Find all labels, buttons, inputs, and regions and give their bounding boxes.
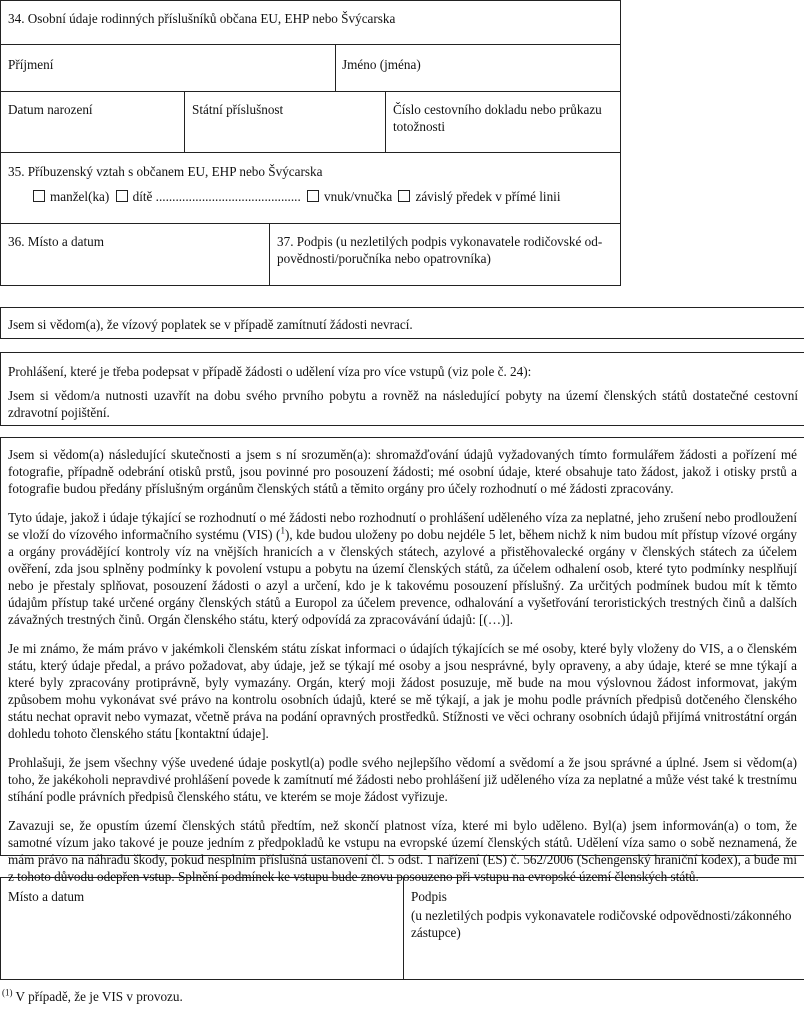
surname-field[interactable] [1,45,335,91]
fee-notice-box [0,307,804,339]
footnote [2,988,183,1005]
fee-notice-text: Jsem si vědom(a), že vízový poplatek se v případě zamítnutí žádosti nevrací. [8,317,413,332]
final-place-date-label: Místo a datum [8,889,85,904]
grandchild-checkbox[interactable] [307,190,319,202]
declaration-paragraph-1: Jsem si vědom(a) následující skutečnosti a jsem s ní srozuměn(a): shromažďování údajů vyžadovaných tímto formulářem žádosti a pořízení mé fotografie, případně odebrání otisků prstů, jsou povinné pro posouzení žádosti; mé osobní údaje, které obsahuje tato žádost, jakož i otisky prstů a fotografie budou předány příslušným orgánům členských států a těmito orgány pro účely rozhodnutí o mé žádosti zpracovány. [8,447,797,496]
child-option-label: dítě ............................................ [132,189,301,204]
final-signature-box [0,877,804,980]
id-document-label-line2: totožnosti [393,119,446,134]
frame-line-bottom [0,285,621,286]
footnote-mark-number: 1 [5,987,10,998]
birth-date-field[interactable] [1,92,184,152]
given-names-label: Jméno (jména) [342,57,421,72]
final-place-date-field[interactable] [1,878,403,980]
relationship-options [33,188,561,205]
field-35-title: 35. Příbuzenský vztah s občanem EU, EHP nebo Švýcarska [8,164,323,179]
given-names-field[interactable] [336,45,620,91]
child-checkbox[interactable] [116,190,128,202]
declaration-paragraph-2-part-b: ), kde budou uloženy po dobu nejdéle 5 let, během nichž k nim budou mít přístup vízové orgány a orgány provádějící kontroly víz na vnějších hranicích a v členských státech, azylové a přistěhovalecké orgány v členských státech za účelem ověření, zda jsou splněny podmínky k povolení vstupu a pobytu na území členských států, za účelem odhalení osob, které tyto podmínky nesplňují nebo je přestaly splňovat, posouzení žádosti o azyl a určení, kdo je k takovému posouzení příslušný. Za určitých podmínek budou mít k těmto údajům přístup také určené orgány členských států a Europol za účelem prevence, odhalování a vyšetřování teroristických trestných činů a dalších závažných trestných činů. Orgán členského státu, který odpovídá za zpracovávání údajů: [(…)]. [8,527,797,627]
nationality-label: Státní příslušnost [192,102,284,117]
surname-label: Příjmení [8,57,54,72]
declaration-paragraph-4: Prohlašuji, že jsem všechny výše uvedené údaje poskytl(a) podle svého nejlepšího vědomí a svědomí a že jsou správné a úplné. Jsem si vědom(a) toho, že jakékoholi nepravdivé prohlášení povede k zamítnutí mé žádosti nebo prohlášení již uděleného víza za neplatné a může vést také k trestnímu stíhání podle právních předpisů členského státu, ve kterém se moje žádost vyřizuje. [8,755,797,804]
dependent-ancestor-option-label: závislý předek v přímé linii [415,189,561,204]
id-document-label-line1: Číslo cestovního dokladu nebo průkazu [393,102,602,117]
signature-field-37[interactable] [270,224,620,285]
frame-line-right [620,0,621,286]
field-36-label: 36. Místo a datum [8,234,104,249]
spouse-option-label: manžel(ka) [50,189,110,204]
nationality-field[interactable] [185,92,385,152]
footnote-reference: 1 [280,525,285,536]
declaration-paragraph-2 [8,509,797,628]
declaration-paragraph-3: Je mi známo, že mám právo v jakémkoli členském státu získat informaci o údajích týkajících se mé osoby, které byly vloženy do VIS, a o členském státu, který údaje předal, a právo požadovat, aby údaje, jež se týkají mé osoby a jsou nesprávné, byly opraveny, a aby údaje, které se mne týkají a které byly zpracovány protiprávně, byly vymazány. Orgán, který moji žádost posuzuje, mě bude na mou výslovnou žádost informovat, jakým způsobem mohu vykonávat své právo na kontrolu osobních údajů, které se mě týkají, a jak je mohu podle právních předpisů dotčeného členského státu nechat opravit nebo vymazat, včetně práva na podání opravných prostředků. Stížnosti ve věci ochrany osobních údajů přijímá vnitrostátní orgán dohledu tohoto členského státu [kontaktní údaje]. [8,641,797,741]
footnote-text: V případě, že je VIS v provozu. [12,989,183,1004]
declaration-box [0,437,804,884]
footnote-mark: (1) [2,987,13,998]
family-member-form-block [0,0,804,286]
grid-line-3 [0,152,621,153]
place-date-field[interactable] [1,224,269,285]
grandchild-option-label: vnuk/vnučka [324,189,393,204]
spouse-checkbox[interactable] [33,190,45,202]
multi-entry-box [0,352,804,426]
multi-entry-text: Jsem si vědom/a nutnosti uzavřít na dobu svého prvního pobytu a rovněž na následující pobyty na území členských států dostatečné cestovní zdravotní pojištění. [8,388,798,420]
birth-date-label: Datum narození [8,102,93,117]
final-signature-note: (u nezletilých podpis vykonavatele rodičovské odpovědnosti/zákonného zástupce) [411,908,792,940]
multi-entry-heading: Prohlášení, které je třeba podepsat v případě žádosti o udělení víza pro více vstupů (viz pole č. 24): [8,364,532,379]
dependent-ancestor-checkbox[interactable] [398,190,410,202]
id-document-field[interactable] [386,92,620,152]
field-37-label-line2: povědnosti/poručníka nebo opatrovníka) [277,251,491,266]
field-37-label-line1: 37. Podpis (u nezletilých podpis vykonavatele rodičovské od- [277,234,603,249]
final-signature-label: Podpis [411,889,447,904]
field-34-title: 34. Osobní údaje rodinných příslušníků občana EU, EHP nebo Švýcarska [8,11,396,26]
final-signature-field[interactable] [404,878,804,980]
declaration-paragraph-2-part-a: Tyto údaje, jakož i údaje týkající se rozhodnutí o mé žádosti nebo rozhodnutí o prohlášení uděleného víza za neplatné, jeho zrušení nebo prodloužení se vloží do vízového informačního systému (VIS) ( [8,510,797,542]
declaration-paragraph-5: Zavazuji se, že opustím území členských států předtím, než skončí platnost víza, které mi bylo uděleno. Byl(a) jsem informován(a) o tom, že samotné vízum jako takové je pouze jedním z předpokladů ke vstupu na evropské území členských států. Udělení víza samo o sobě neznamená, že mám právo na náhradu škody, pokud nesplním příslušná ustanovení čl. 5 odst. 1 nařízení (ES) č. 562/2006 (Schengenský hraniční kodex), a bude mi z tohoto důvodu odepřen vstup. Splnění podmínek ke vstupu bude znovu posouzeno při vstupu na evropské území členských států. [8,818,797,884]
frame-line-top [0,0,621,1]
